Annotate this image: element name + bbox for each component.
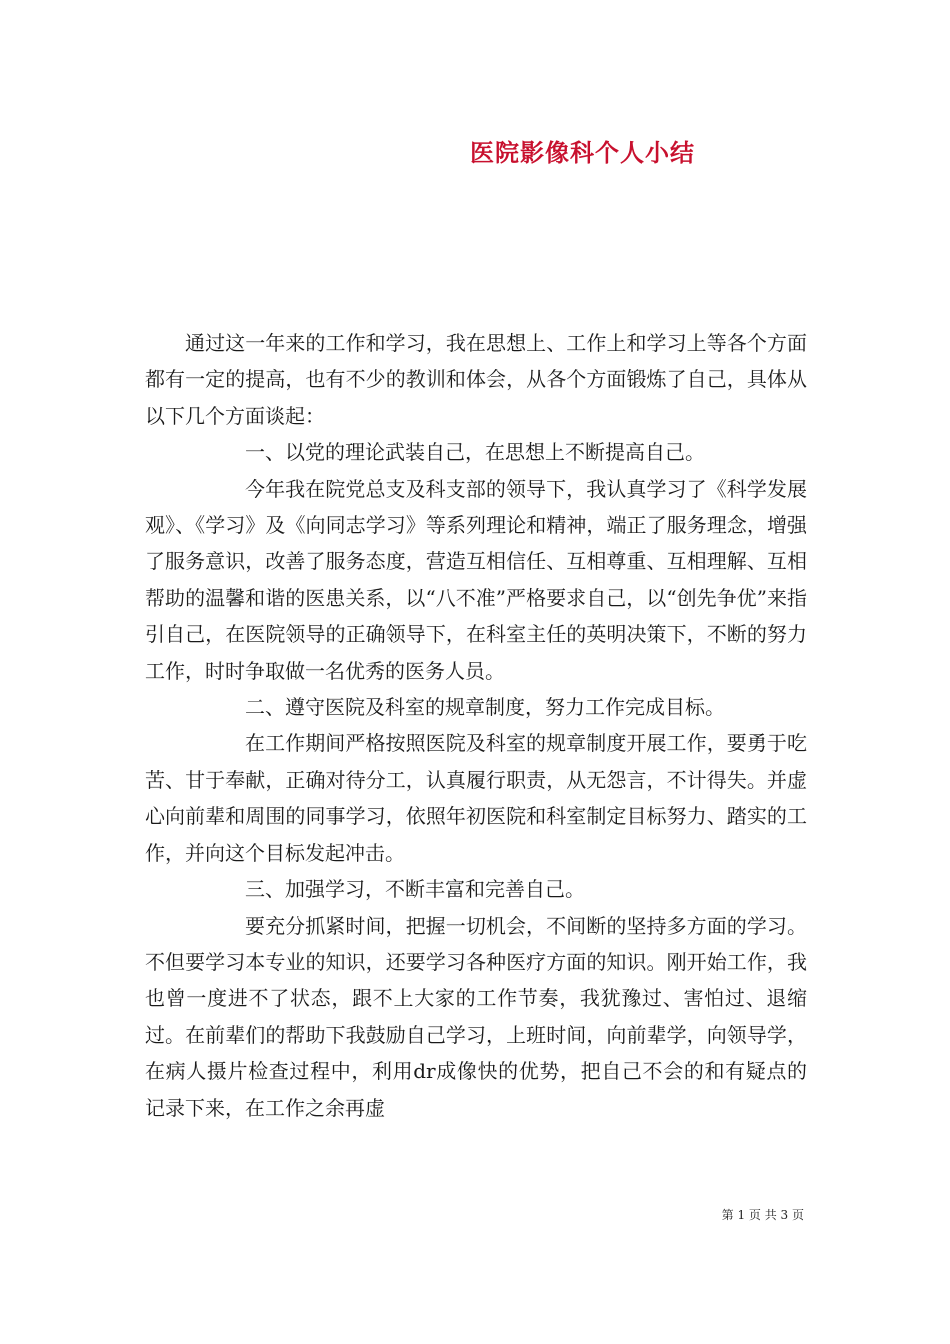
- section-heading-1: 一、以党的理论武装自己，在思想上不断提高自己。: [245, 440, 705, 465]
- document-body: [145, 325, 807, 1126]
- document-title: 医院影像科个人小结: [470, 138, 695, 167]
- section-heading-2: 二、遵守医院及科室的规章制度，努力工作完成目标。: [245, 695, 725, 720]
- paragraph-intro: 通过这一年来的工作和学习，我在思想上、工作上和学习上等各个方面都有一定的提高，也有不少的教训和体会，从各个方面锻炼了自己，具体从以下几个方面谈起：: [145, 331, 807, 428]
- section-heading-3: 三、加强学习，不断丰富和完善自己。: [245, 877, 585, 902]
- paragraph-section-1: 今年我在院党总支及科支部的领导下，我认真学习了《科学发展观》、《学习》及《向同志学习》等系列理论和精神，端正了服务理念，增强了服务意识，改善了服务态度，营造互相信任、互相尊重、互相理解、互相帮助的温馨和谐的医患关系，以“八不准”严格要求自己，以“创先争优”来指引自己，在医院领导的正确领导下，在科室主任的英明决策下，不断的努力工作，时时争取做一名优秀的医务人员。: [145, 476, 807, 683]
- paragraph-section-2: 在工作期间严格按照医院及科室的规章制度开展工作，要勇于吃苦、甘于奉献，正确对待分工，认真履行职责，从无怨言，不计得失。并虚心向前辈和周围的同事学习，依照年初医院和科室制定目标努力、踏实的工作，并向这个目标发起冲击。: [145, 731, 807, 865]
- page-number-footer: 第 1 页 共 3 页: [721, 1208, 804, 1222]
- paragraph-section-3: 要充分抓紧时间，把握一切机会，不间断的坚持多方面的学习。不但要学习本专业的知识，还要学习各种医疗方面的知识。刚开始工作，我也曾一度进不了状态，跟不上大家的工作节奏，我犹豫过、害怕过、退缩过。在前辈们的帮助下我鼓励自己学习，上班时间，向前辈学，向领导学，在病人摄片检查过程中，利用dr成像快的优势，把自己不会的和有疑点的记录下来，在工作之余再虚: [145, 913, 807, 1120]
